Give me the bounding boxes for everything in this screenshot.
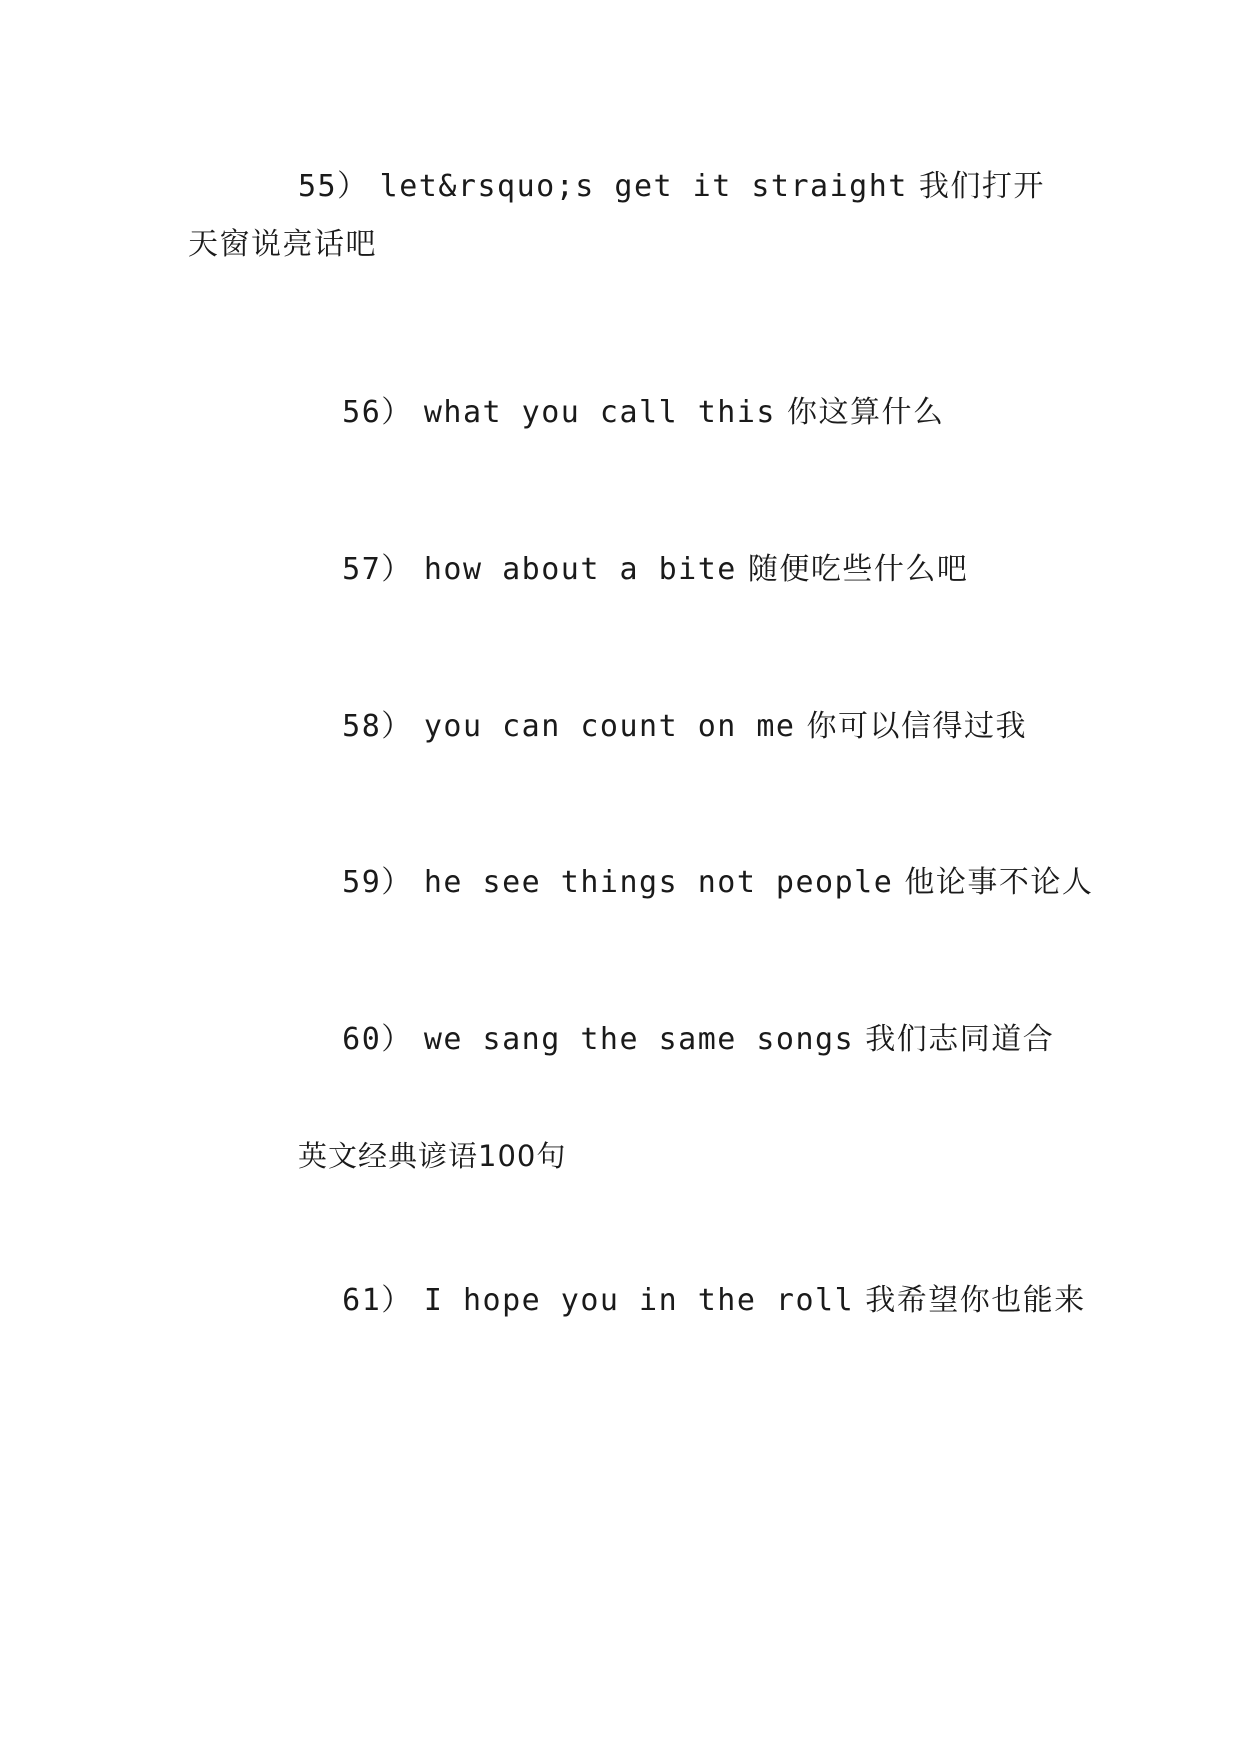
entry-chinese: 你这算什么 [786,395,945,430]
entry-chinese: 你可以信得过我 [806,709,1028,744]
entry-chinese: 我希望你也能来 [865,1283,1086,1318]
entry-60 [298,980,1054,1100]
entry-number: 55） [298,169,369,204]
entry-56 [298,353,944,473]
entry-61 [298,1241,1086,1361]
entry-59 [298,823,1093,943]
entry-57 [298,510,968,630]
section-heading: 英文经典谚语100句 [298,1139,567,1173]
entry-english: I hope you in the roll [423,1283,855,1318]
entry-number: 58） [342,709,413,744]
entry-english: he see things not people [423,865,894,900]
entry-number: 57） [342,552,413,587]
entry-chinese: 随便吃些什么吧 [747,552,969,587]
entry-english: how about a bite [423,552,737,587]
entry-chinese: 我们打开天窗说亮话吧 [188,169,1045,262]
entry-english: let&rsquo;s get it straight [379,169,908,204]
entry-english: you can count on me [423,709,796,744]
entry-number: 56） [342,395,413,430]
entry-number: 61） [342,1283,413,1318]
entry-chinese: 我们志同道合 [865,1022,1055,1057]
entry-number: 59） [342,865,413,900]
entry-number: 60） [342,1022,413,1057]
entry-chinese: 他论事不论人 [904,865,1094,900]
entry-58 [298,667,1027,787]
entry-english: what you call this [423,395,776,430]
entry-english: we sang the same songs [423,1022,855,1057]
entry-55 [188,158,1068,274]
